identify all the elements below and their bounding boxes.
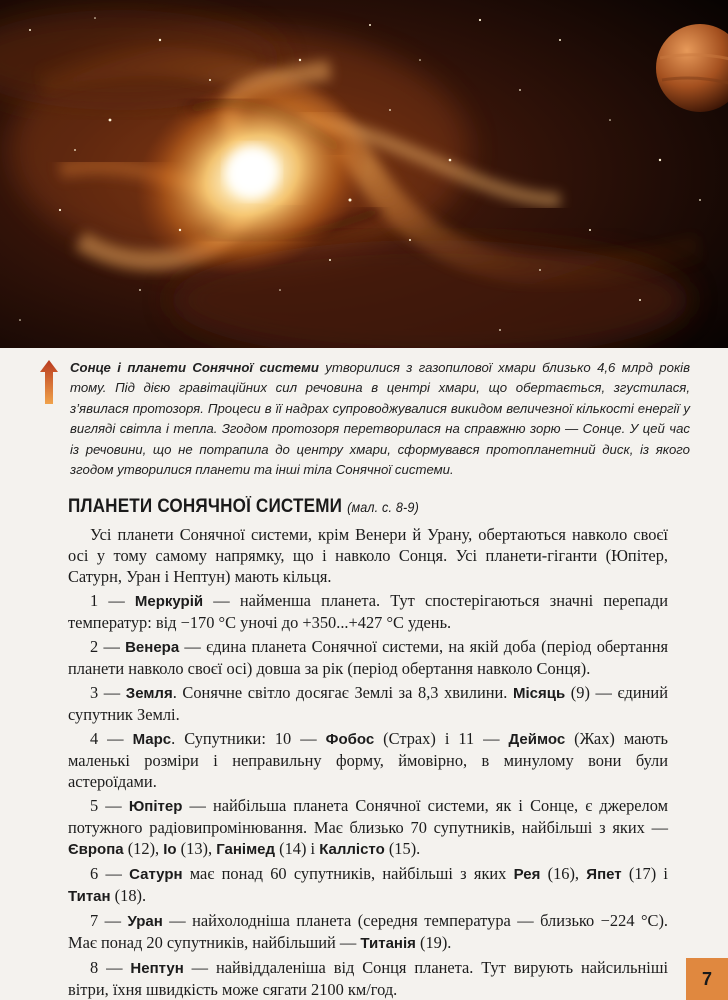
section-title: ПЛАНЕТИ СОНЯЧНОЇ СИСТЕМИ — [68, 496, 343, 517]
moon-name: Япет — [586, 866, 622, 883]
planet-name: Венера — [125, 639, 180, 656]
planet-name: Юпітер — [128, 798, 183, 815]
planet-name: Уран — [127, 913, 163, 930]
moon-name: Каллісто — [319, 841, 385, 858]
moon-name: Рея — [513, 866, 541, 883]
planet-name: Нептун — [130, 960, 184, 977]
moon-name: Титан — [68, 888, 111, 905]
article-body — [68, 524, 668, 1000]
planet-name: Сатурн — [129, 866, 183, 883]
moon-name: Деймос — [508, 731, 566, 748]
image-caption — [70, 358, 690, 480]
paragraph-mercury: 1 — Меркурій — найменша планета. Тут спостерігаються значні перепади температур: від −170 °С уночі до +350...+427 °С удень. — [68, 591, 669, 632]
page-number: 7 — [686, 958, 728, 1000]
moon-name: Місяць — [513, 685, 566, 702]
section-heading — [68, 496, 419, 518]
planet-name: Марс — [132, 731, 172, 748]
moon-name: Титанія — [360, 935, 416, 952]
caption-lead: Сонце і планети Сонячної системи — [70, 360, 319, 375]
paragraph-jupiter: 5 — Юпітер — найбільша планета Сонячної системи, як і Сонце, є джерелом потужного радіовипромінювання. Має близько 70 супутників, найбільші з яких — Європа (12), Іо (13), Ганімед (14) і Каллісто (15). — [68, 796, 668, 858]
hero-illustration — [0, 0, 728, 348]
paragraph-earth: 3 — Земля. Сонячне світло досягає Землі за 8,3 хвилини. Місяць (9) — єдиний супутник Землі. — [68, 683, 668, 724]
paragraph-neptune: 8 — Нептун — найвіддаленіша від Сонця планета. Тут вирують найсильніші вітри, їхня швидкість може сягати 2100 км/год. — [68, 958, 668, 999]
moon-name: Іо — [163, 841, 177, 858]
paragraph-saturn: 6 — Сатурн має понад 60 супутників, найбільші з яких Рея (16), Япет (17) і Титан (18). — [68, 864, 668, 905]
paragraph-venus: 2 — Венера — єдина планета Сонячної системи, на якій доба (період обертання планети навколо своєї осі) довша за рік (період обертання навколо Сонця). — [68, 637, 669, 678]
arrow-up-icon — [40, 360, 58, 404]
section-subtitle: (мал. с. 8-9) — [347, 499, 419, 515]
moon-name: Фобос — [325, 731, 375, 748]
planet-name: Меркурій — [134, 593, 204, 610]
paragraph-mars: 4 — Марс. Супутники: 10 — Фобос (Страх) і 11 — Деймос (Жах) мають маленькі розміри і неправильну форму, ймовірно, в минулому вони були астероїдами. — [68, 729, 669, 791]
caption-text: утворилися з газопилової хмари близько 4,6 млрд років тому. Під дією гравітаційних сил речовина в центрі хмари, що обертається, згустилася, з’явилася протозоря. Процеси в її надрах супроводжувалися викидом величезної кількості енергії у вигляді світла і тепла. Згодом протозоря перетворилася на справжню зорю — Сонце. У цей час із речовини, що не потрапила до центру хмари, сформувався протопланетний диск, із якого згодом утворилися планети та інші тіла Сонячної системи. — [70, 360, 690, 478]
paragraph-intro: Усі планети Сонячної системи, крім Венери й Урану, обертаються навколо своєї осі у тому самому напрямку, що і навколо Сонця. Усі планети-гіганти (Юпітер, Сатурн, Уран і Нептун) мають кільця. — [68, 525, 668, 586]
planet-name: Земля — [125, 685, 173, 702]
moon-name: Європа — [68, 841, 124, 858]
paragraph-uranus: 7 — Уран — найхолодніша планета (середня температура — близько −224 °С). Має понад 20 супутників, найбільший — Титанія (19). — [68, 911, 669, 952]
moon-name: Ганімед — [216, 841, 276, 858]
nebula-image — [0, 0, 728, 348]
